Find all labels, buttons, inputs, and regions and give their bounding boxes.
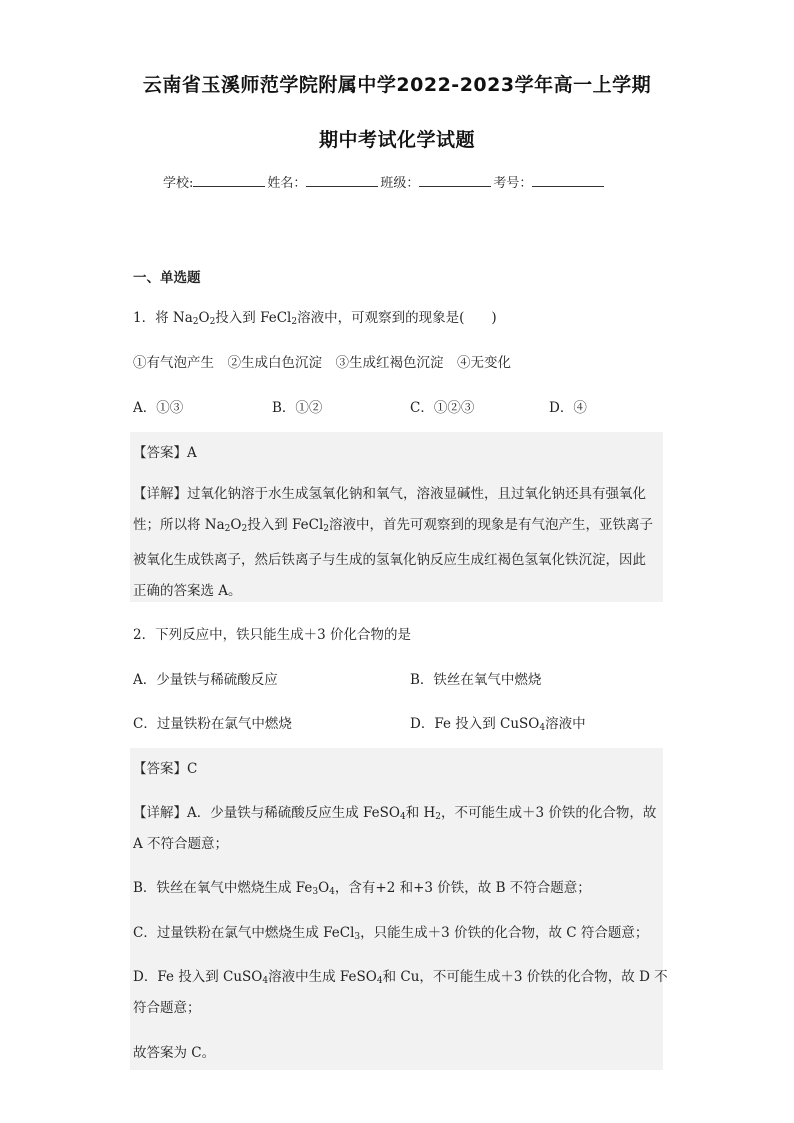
q1-option-d: D．④ [549,400,587,416]
q2-option-d: D．Fe 投入到 CuSO$_4$溶液中 [410,716,586,733]
q2-conclusion: 故答案为 C。 [133,1045,216,1061]
q2-detail-a: 【详解】A．少量铁与稀硫酸反应生成 FeSO$_4$和 $H_2$，不可能生成＋3 价铁的化合物，故 [133,805,657,822]
exam-title-line1: 云南省玉溪师范学院附属中学2022-2023学年高一上学期 [142,74,652,96]
q2-option-a: A．少量铁与稀硫酸反应 [133,672,278,688]
q1-stem: 1．将 $Na_2O_2$投入到 FeCl$_2$溶液中，可观察到的现象是( ) [133,310,497,327]
class-blank [419,174,491,187]
q1-phenomena: ①有气泡产生 ②生成白色沉淀 ③生成红褐色沉淀 ④无变化 [133,355,511,371]
name-blank [306,174,378,187]
q1-answer: 【答案】A [133,445,197,461]
school-label: 学校: [163,176,194,191]
name-label: 姓名： [267,176,307,191]
q2-option-c: C．过量铁粉在氯气中燃烧 [133,716,292,732]
q2-detail-c: C．过量铁粉在氯气中燃烧生成 FeCl$_3$，只能生成＋3 价铁的化合物，故 C 符合题意； [133,925,649,942]
number-blank [532,174,604,187]
q1-option-a: A．①③ [133,400,184,416]
number-label: 考号： [493,176,533,191]
q1-detail: 【详解】过氧化钠溶于水生成氢氧化钠和氧气，溶液显碱性，且过氧化钠还具有强氧化 性；所以将 $Na_2O_2$投入到 FeCl$_2$溶液中，首先可观察到的现象是有气泡产生，亚铁离子 被氧化生成铁离子，然后铁离子与生成的氢氧化钠反应生成红褐色氢氧化铁沉淀，因此 正确的答案选 A。 [133,486,653,599]
q2-option-b: B．铁丝在氧气中燃烧 [410,672,542,688]
q1-option-c: C．①②③ [410,400,475,416]
school-blank [193,174,265,187]
student-info-row [163,172,606,191]
q2-detail-b: B．铁丝在氧气中燃烧生成 $Fe_3O_4$，含有+2 和+3 价铁，故 B 不符合题意； [133,880,591,897]
section-heading: 一、单选题 [133,270,201,286]
q2-detail-d-cont: 符合题意； [133,1000,201,1016]
exam-title-line2: 期中考试化学试题 [318,129,475,151]
q2-detail-a-cont: A 不符合题意； [133,836,229,852]
q1-option-b: B．①② [272,400,323,416]
class-label: 班级： [380,176,420,191]
q2-detail-d: D．Fe 投入到 CuSO$_4$溶液中生成 FeSO$_4$和 Cu，不可能生成＋3 价铁的化合物，故 D 不 [133,969,668,986]
q2-stem: 2．下列反应中，铁只能生成＋3 价化合物的是 [133,627,411,643]
q2-answer: 【答案】C [133,761,198,777]
q2-answer-box [130,748,663,1070]
